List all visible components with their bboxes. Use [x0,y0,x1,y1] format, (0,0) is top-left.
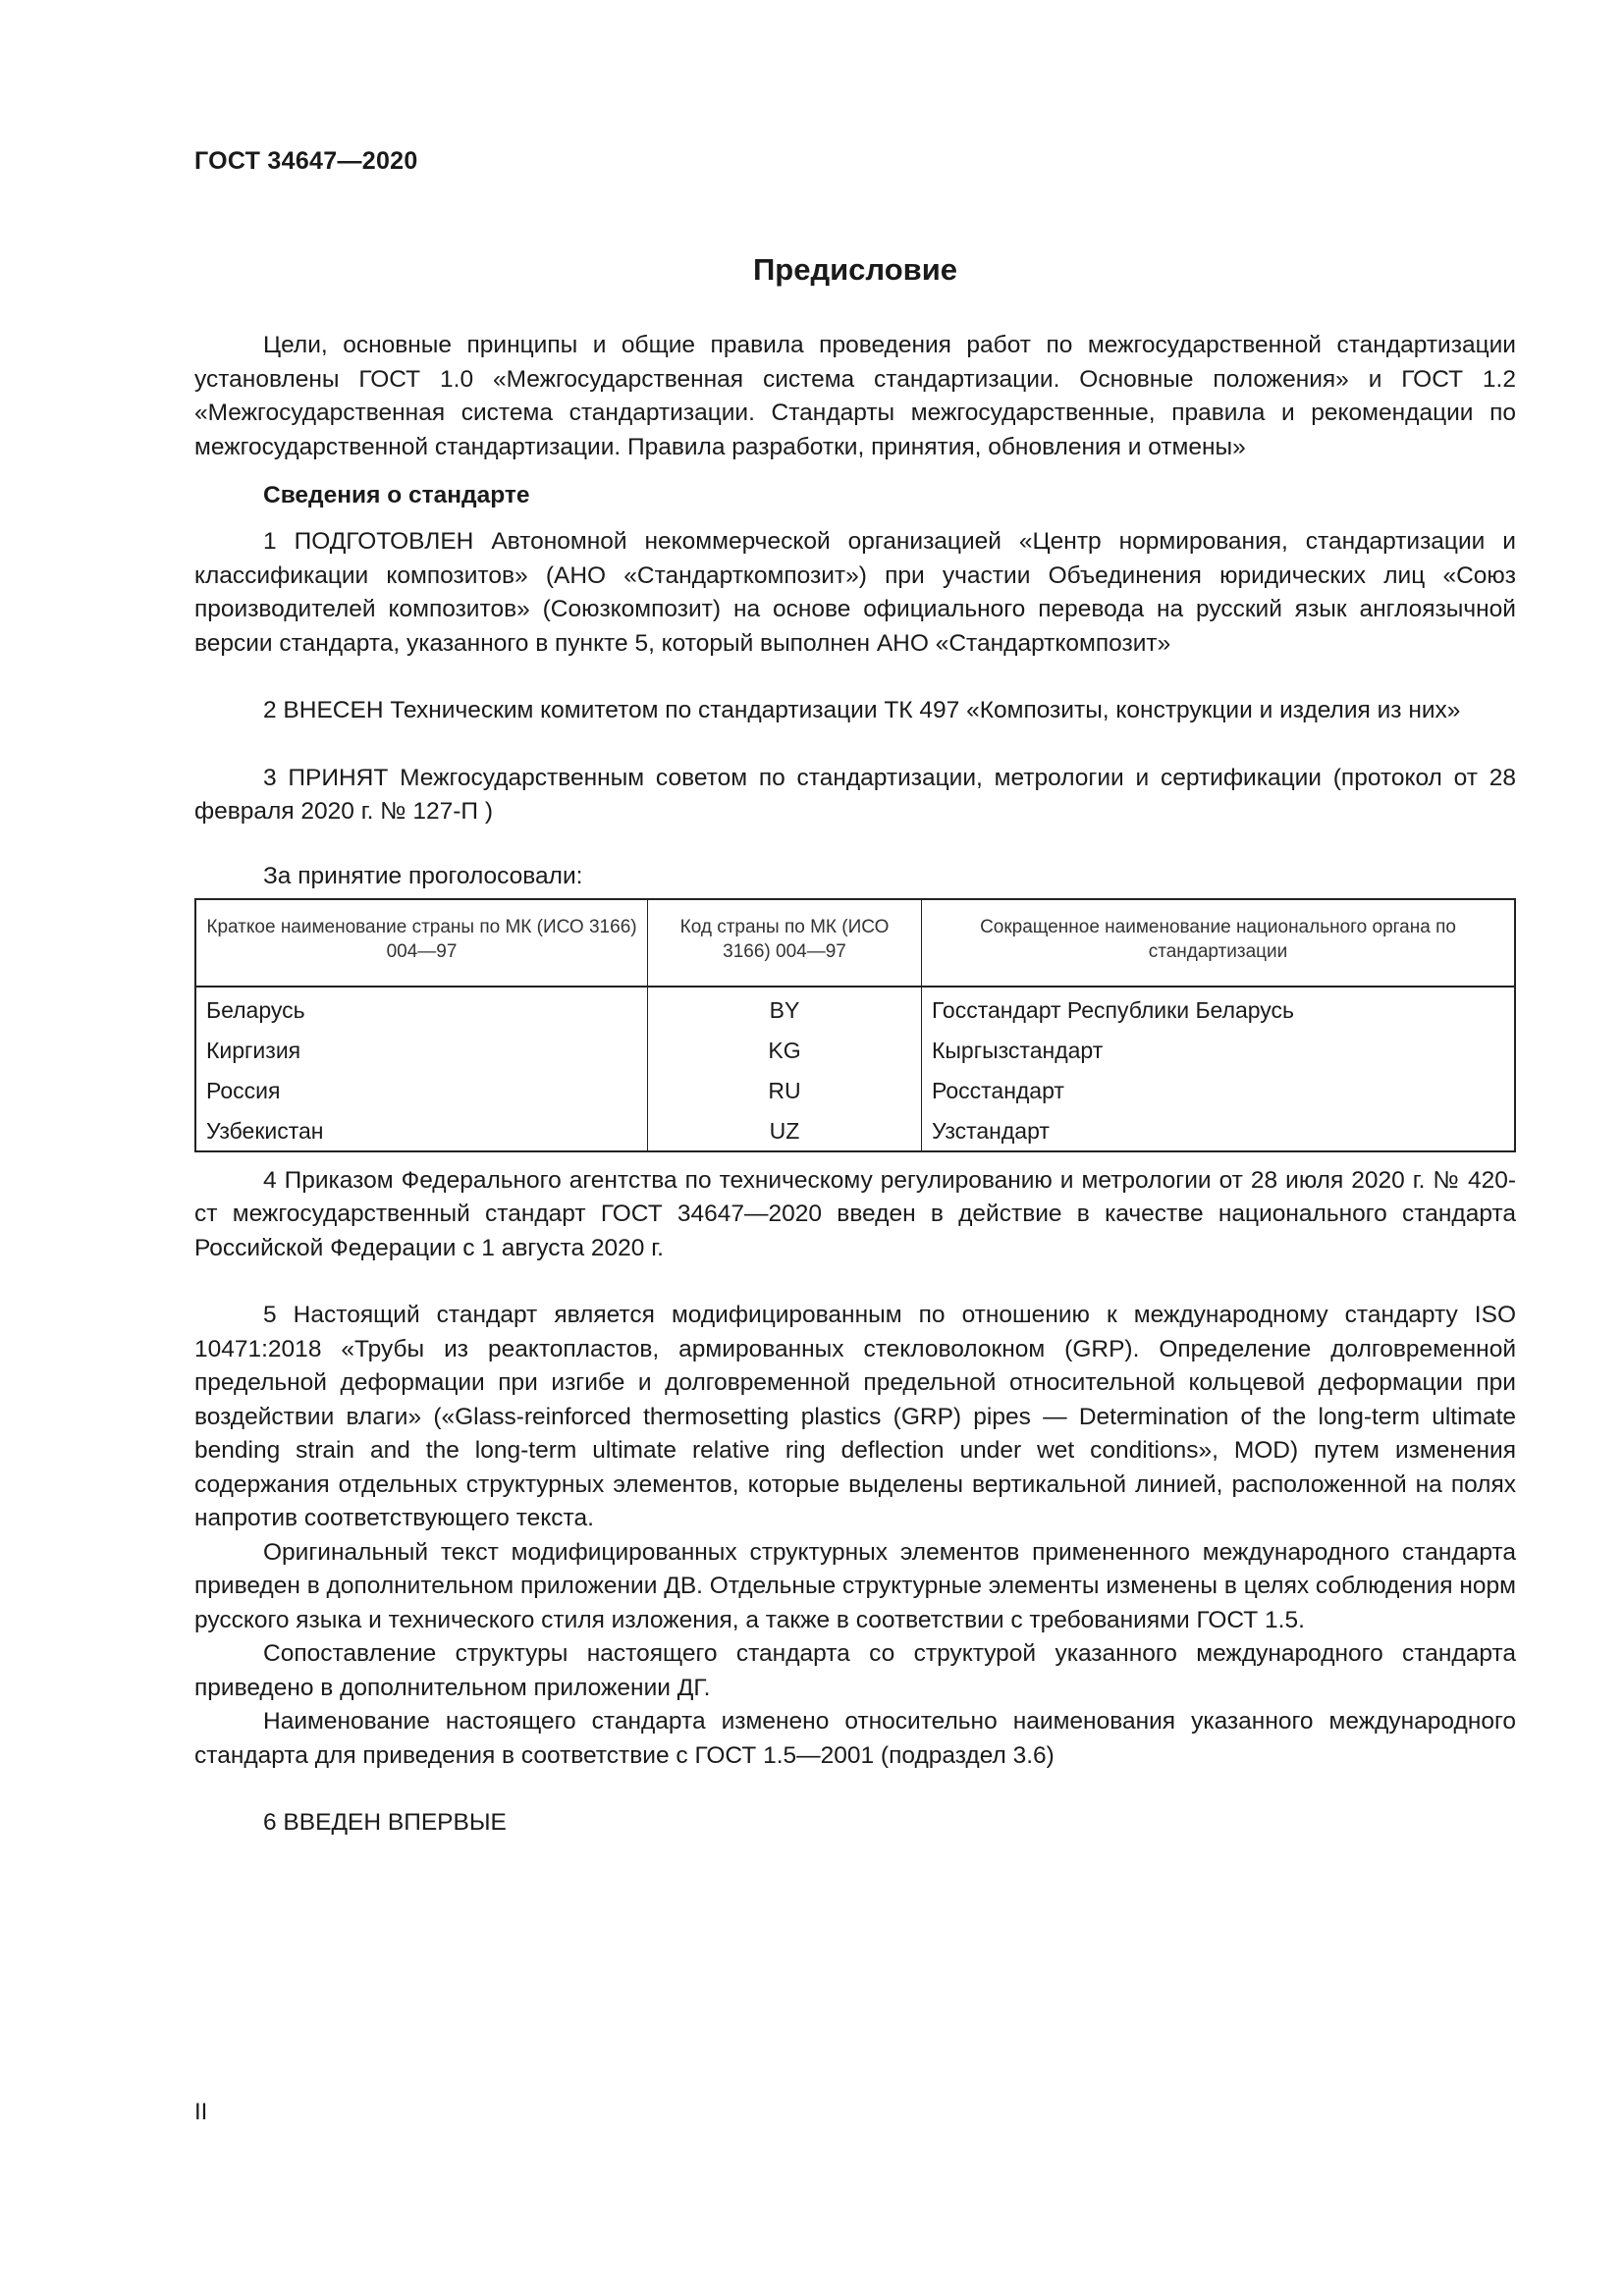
header-standards-body: Сокращенное наименование национального органа по стандартизации [922,899,1516,987]
cell-country: Узбекистан [195,1110,648,1151]
cell-code: RU [648,1070,922,1110]
voting-table [194,898,1516,1152]
document-code: ГОСТ 34647—2020 [194,147,418,175]
table-row [195,987,1515,1030]
page-number: II [194,2099,208,2125]
header-country-name: Краткое наименование страны по МК (ИСО 3166) 004—97 [195,899,648,987]
table-row [195,1110,1515,1151]
cell-body: Госстандарт Республики Беларусь [932,996,1295,1023]
cell-body: Узстандарт [932,1117,1050,1144]
cell-code: UZ [648,1110,922,1151]
item-5-paragraph: 5 Настоящий стандарт является модифицированным по отношению к международному стандарту ISO 10471:2018 «Трубы из реактопластов, армированных стекловолокном (GRP). Определение долговременной предельной деформации при изгибе и долговременной предельной относительной кольцевой деформации при воздействии влаги» («Glass-reinforced thermosetting plastics (GRP) pipes — Determination of the long-term ultimate bending strain and the long-term ultimate relative ring deflection under wet conditions», MOD) путем изменения содержания отдельных структурных элементов, которые выделены вертикальной линией, расположенной на полях напротив соответствующего текста. [194,1302,1516,1531]
cell-country: Россия [195,1070,648,1110]
page-title: Предисловие [752,252,957,287]
cell-code: KG [648,1030,922,1070]
item-3-paragraph: 3 ПРИНЯТ Межгосударственным советом по стандартизации, метрологии и сертификации (протокол от 28 февраля 2020 г. № 127-П ) [194,764,1516,825]
item-6-paragraph: 6 ВВЕДЕН ВПЕРВЫЕ [263,1809,507,1836]
header-country-code: Код страны по МК (ИСО 3166) 004—97 [648,899,922,987]
cell-body: Росстандарт [932,1077,1064,1103]
document-page [194,147,1516,1841]
table-row [195,1030,1515,1070]
cell-country: Киргизия [195,1030,648,1070]
item-5-paragraph-2: Оригинальный текст модифицированных структурных элементов примененного международного стандарта приведен в дополнительном приложении ДВ. Отдельные структурные элементы изменены в целях соблюдения норм русского языка и технического стиля изложения, а также в соответствии с требованиями ГОСТ 1.5. [194,1538,1516,1633]
cell-body: Кыргызстандарт [932,1037,1104,1063]
table-row [195,1070,1515,1110]
item-5-paragraph-3: Сопоставление структуры настоящего стандарта со структурой указанного международного стандарта приведено в дополнительном приложении ДГ. [194,1640,1516,1701]
item-4-paragraph: 4 Приказом Федерального агентства по техническому регулированию и метрологии от 28 июля 2020 г. № 420-ст межгосударственный стандарт ГОСТ 34647—2020 введен в действие в качестве национального стандарта Российской Федерации с 1 августа 2020 г. [194,1166,1516,1261]
intro-paragraph: Цели, основные принципы и общие правила проведения работ по межгосударственной стандартизации установлены ГОСТ 1.0 «Межгосударственная система стандартизации. Основные положения» и ГОСТ 1.2 «Межгосударственная система стандартизации. Стандарты межгосударственные, правила и рекомендации по межгосударственной стандартизации. Правила разработки, принятия, обновления и отмены» [194,332,1516,460]
table-header-row [195,899,1515,987]
item-5-paragraph-4: Наименование настоящего стандарта изменено относительно наименования указанного международного стандарта для приведения в соответствие с ГОСТ 1.5—2001 (подраздел 3.6) [194,1708,1516,1769]
section-heading: Сведения о стандарте [263,482,530,508]
cell-country: Беларусь [195,987,648,1030]
cell-code: BY [648,987,922,1030]
item-1-paragraph: 1 ПОДГОТОВЛЕН Автономной некоммерческой организацией «Центр нормирования, стандартизации и классификации композитов» (АНО «Стандарткомпозит») при участии Объединения юридических лиц «Союз производителей композитов» (Союзкомпозит) на основе официального перевода на русский язык англоязычной версии стандарта, указанного в пункте 5, который выполнен АНО «Стандарткомпозит» [194,528,1516,657]
item-2-paragraph: 2 ВНЕСЕН Техническим комитетом по стандартизации ТК 497 «Композиты, конструкции и изделия из них» [263,697,1461,723]
voted-label: За принятие проголосовали: [263,862,583,889]
